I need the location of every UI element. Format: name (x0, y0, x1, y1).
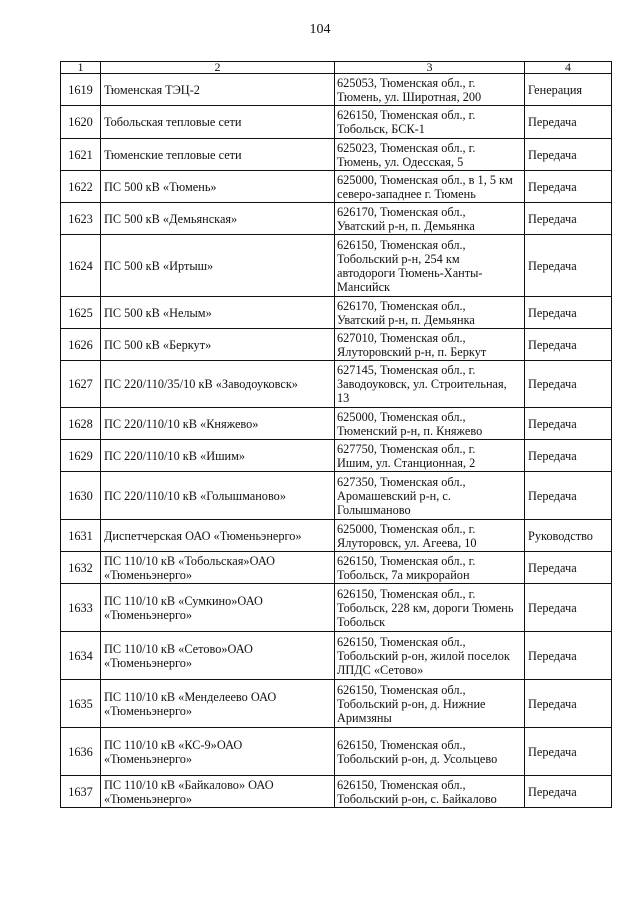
facility-address (335, 552, 525, 584)
facility-name: ПС 500 кВ «Иртыш» (101, 235, 335, 297)
facility-address (335, 361, 525, 408)
col-header: 1 (61, 62, 101, 74)
address-line: Тобольский р-он, жилой поселок (337, 648, 510, 663)
facility-name-line: ПС 110/10 кВ «Сумкино»ОАО (104, 593, 263, 608)
address-line: 626150, Тюменская обл., г. (337, 108, 476, 122)
address-line: Тюмень, ул. Одесская, 5 (337, 154, 464, 169)
facility-address (335, 106, 525, 139)
activity-type: Передача (525, 171, 612, 203)
row-number: 1625 (61, 297, 101, 329)
address-line: Тюмень, ул. Широтная, 200 (337, 89, 482, 104)
facility-name-line: «Тюменьэнерго» (104, 567, 192, 582)
activity-type: Передача (525, 329, 612, 361)
facility-name: ПС 220/110/10 кВ «Ишим» (101, 440, 335, 472)
address-line: Аримзяны (337, 710, 392, 725)
activity-type: Передача (525, 203, 612, 235)
address-line: 627145, Тюменская обл., г. (337, 363, 476, 377)
facility-name-line: «Тюменьэнерго» (104, 751, 192, 766)
activity-type: Передача (525, 440, 612, 472)
address-line: 627010, Тюменская обл., (337, 330, 466, 345)
col-header: 3 (335, 62, 525, 74)
activity-type: Передача (525, 139, 612, 171)
row-number: 1629 (61, 440, 101, 472)
table-row (61, 552, 612, 584)
row-number: 1634 (61, 632, 101, 680)
address-line: Тобольск, 228 км, дороги Тюмень (337, 600, 514, 615)
table-row (61, 584, 612, 632)
facility-name-line: ПС 110/10 кВ «Менделеево ОАО (104, 689, 277, 704)
facility-name: ПС 220/110/35/10 кВ «Заводоуковск» (101, 361, 335, 408)
address-line: 627750, Тюменская обл., г. (337, 441, 476, 456)
facility-name-line: ПС 110/10 кВ «Байкалово» ОАО (104, 777, 274, 792)
table-row (61, 361, 612, 408)
table-row (61, 203, 612, 235)
address-line: Ишим, ул. Станционная, 2 (337, 455, 476, 470)
facility-name-line: «Тюменьэнерго» (104, 791, 192, 806)
address-line: 625000, Тюменская обл., в 1, 5 км (337, 172, 513, 187)
activity-type: Передача (525, 472, 612, 520)
table-row (61, 632, 612, 680)
facility-name: Диспетчерская ОАО «Тюменьэнерго» (101, 520, 335, 552)
address-line: Заводоуковск, ул. Строительная, (337, 377, 507, 391)
address-line: Уватский р-н, п. Демьянка (337, 218, 475, 233)
table-body (61, 74, 612, 808)
facility-name: ПС 220/110/10 кВ «Голышманово» (101, 472, 335, 520)
table-row (61, 680, 612, 728)
address-line: 626150, Тюменская обл., (337, 777, 466, 792)
table-row (61, 297, 612, 329)
address-line: 626150, Тюменская обл., (337, 682, 466, 697)
facility-name (101, 584, 335, 632)
facility-name-line: ПС 110/10 кВ «Тобольская»ОАО (104, 553, 275, 568)
address-line: Тобольский р-н, 254 км (337, 251, 460, 266)
address-line: 626150, Тюменская обл., г. (337, 586, 476, 601)
row-number: 1621 (61, 139, 101, 171)
facility-name: Тюменская ТЭЦ-2 (101, 74, 335, 106)
row-number: 1631 (61, 520, 101, 552)
row-number: 1623 (61, 203, 101, 235)
registry-table (60, 61, 612, 808)
facility-address (335, 74, 525, 106)
row-number: 1632 (61, 552, 101, 584)
activity-type: Руководство (525, 520, 612, 552)
row-number: 1622 (61, 171, 101, 203)
activity-type: Передача (525, 632, 612, 680)
facility-name (101, 680, 335, 728)
facility-address (335, 632, 525, 680)
facility-name-line: «Тюменьэнерго» (104, 655, 192, 670)
address-line: Тюменский р-н, п. Княжево (337, 423, 483, 438)
address-line: Тобольск, БСК-1 (337, 122, 425, 136)
facility-address (335, 297, 525, 329)
facility-address (335, 235, 525, 297)
row-number: 1624 (61, 235, 101, 297)
row-number: 1620 (61, 106, 101, 139)
header-row (61, 62, 612, 74)
address-line: 626150, Тюменская обл., (337, 737, 466, 752)
table-row (61, 440, 612, 472)
address-line: Ялуторовский р-н, п. Беркут (337, 344, 487, 359)
address-line: автодороги Тюмень-Ханты- (337, 265, 483, 280)
row-number: 1628 (61, 408, 101, 440)
row-number: 1619 (61, 74, 101, 106)
address-line: Тобольск (337, 614, 386, 629)
row-number: 1627 (61, 361, 101, 408)
table-row (61, 235, 612, 297)
row-number: 1626 (61, 329, 101, 361)
activity-type: Передача (525, 584, 612, 632)
address-line: 625000, Тюменская обл., г. (337, 521, 476, 536)
address-line: 625053, Тюменская обл., г. (337, 75, 476, 90)
address-line: 625000, Тюменская обл., (337, 409, 466, 424)
table-row (61, 776, 612, 808)
activity-type: Передача (525, 728, 612, 776)
facility-name-line: ПС 110/10 кВ «Сетово»ОАО (104, 641, 253, 656)
row-number: 1633 (61, 584, 101, 632)
activity-type: Передача (525, 408, 612, 440)
activity-type: Передача (525, 235, 612, 297)
facility-address (335, 408, 525, 440)
address-line: Тобольский р-он, д. Усольцево (337, 751, 498, 766)
facility-address (335, 139, 525, 171)
address-line: 625023, Тюменская обл., г. (337, 140, 476, 155)
facility-name: ПС 500 кВ «Демьянская» (101, 203, 335, 235)
facility-address (335, 728, 525, 776)
address-line: 626150, Тюменская обл., г. (337, 553, 476, 568)
row-number: 1635 (61, 680, 101, 728)
activity-type: Передача (525, 552, 612, 584)
address-line: Аромашевский р-н, с. (337, 488, 451, 503)
facility-address (335, 776, 525, 808)
address-line: ЛПДС «Сетово» (337, 662, 424, 677)
col-header: 4 (525, 62, 612, 74)
table-row (61, 329, 612, 361)
activity-type: Передача (525, 680, 612, 728)
address-line: 627350, Тюменская обл., (337, 474, 466, 489)
address-line: 626170, Тюменская обл., (337, 204, 466, 219)
page-number: 104 (309, 22, 331, 37)
table-row (61, 171, 612, 203)
address-line: северо-западнее г. Тюмень (337, 186, 476, 201)
facility-address (335, 171, 525, 203)
facility-name-line: «Тюменьэнерго» (104, 607, 192, 622)
facility-address (335, 584, 525, 632)
address-line: Уватский р-н, п. Демьянка (337, 312, 475, 327)
address-line: 626150, Тюменская обл., (337, 237, 466, 252)
table-row (61, 139, 612, 171)
row-number: 1630 (61, 472, 101, 520)
table-row (61, 520, 612, 552)
table-row (61, 74, 612, 106)
table-row (61, 408, 612, 440)
facility-name-line: ПС 110/10 кВ «КС-9»ОАО (104, 737, 243, 752)
address-line: Тобольский р-он, с. Байкалово (337, 791, 497, 806)
facility-name (101, 632, 335, 680)
facility-name: Тюменские тепловые сети (101, 139, 335, 171)
facility-name: Тобольская тепловые сети (101, 106, 335, 139)
address-line: Мансийск (337, 279, 391, 294)
facility-address (335, 520, 525, 552)
address-line: Тобольский р-он, д. Нижние (337, 696, 486, 711)
table-row (61, 106, 612, 139)
facility-address (335, 203, 525, 235)
activity-type: Передача (525, 297, 612, 329)
facility-name (101, 552, 335, 584)
activity-type: Передача (525, 106, 612, 139)
address-line: Голышманово (337, 502, 411, 517)
address-line: Тобольск, 7а микрорайон (337, 567, 470, 582)
col-header: 2 (101, 62, 335, 74)
activity-type: Генерация (525, 74, 612, 106)
facility-name: ПС 500 кВ «Беркут» (101, 329, 335, 361)
address-line: 626170, Тюменская обл., (337, 298, 466, 313)
facility-name: ПС 500 кВ «Нелым» (101, 297, 335, 329)
facility-name: ПС 220/110/10 кВ «Княжево» (101, 408, 335, 440)
activity-type: Передача (525, 361, 612, 408)
table-row (61, 472, 612, 520)
address-line: 626150, Тюменская обл., (337, 634, 466, 649)
address-line: Ялуторовск, ул. Агеева, 10 (337, 535, 477, 550)
activity-type: Передача (525, 776, 612, 808)
row-number: 1636 (61, 728, 101, 776)
facility-name-line: «Тюменьэнерго» (104, 703, 192, 718)
facility-name (101, 776, 335, 808)
facility-name (101, 728, 335, 776)
facility-address (335, 680, 525, 728)
facility-name: ПС 500 кВ «Тюмень» (101, 171, 335, 203)
facility-address (335, 472, 525, 520)
row-number: 1637 (61, 776, 101, 808)
table-row (61, 728, 612, 776)
facility-address (335, 440, 525, 472)
facility-address (335, 329, 525, 361)
address-line: 13 (337, 391, 350, 405)
